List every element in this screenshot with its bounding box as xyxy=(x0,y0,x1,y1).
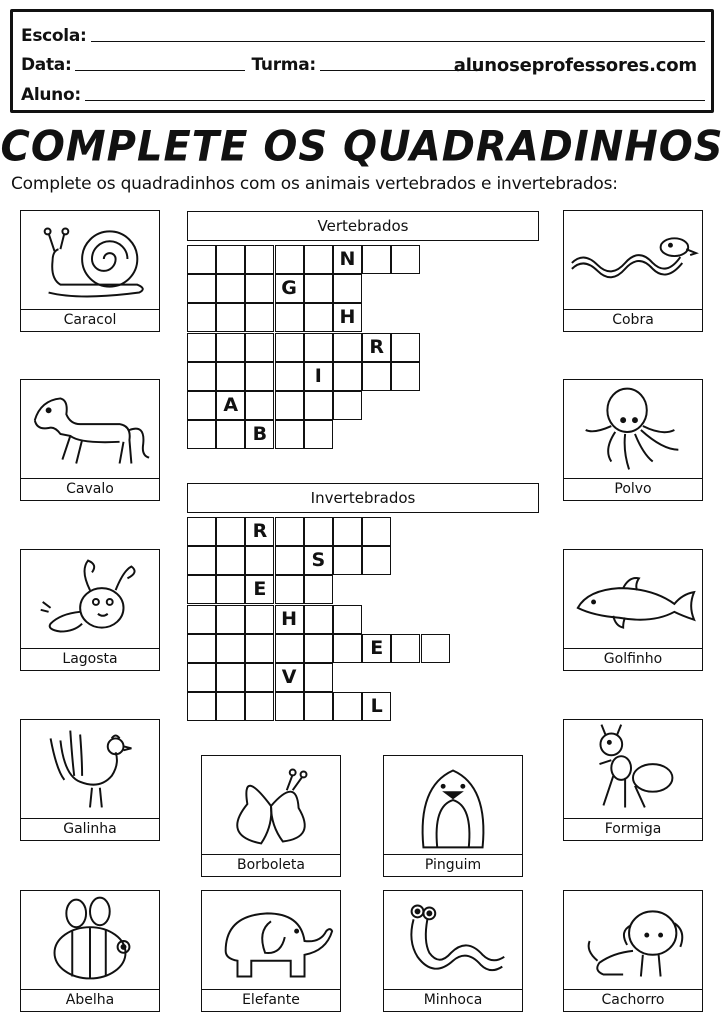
vertebrados-letter-cell[interactable]: G xyxy=(275,274,304,303)
card-label: Cobra xyxy=(564,309,702,331)
invertebrados-empty-cell[interactable] xyxy=(304,634,333,663)
card-label: Caracol xyxy=(21,309,159,331)
snail-icon xyxy=(21,211,159,310)
vertebrados-empty-cell[interactable] xyxy=(187,245,216,274)
invertebrados-empty-cell[interactable] xyxy=(245,692,274,721)
card-galinha xyxy=(20,719,160,841)
penguin-icon xyxy=(384,756,522,855)
invertebrados-empty-cell[interactable] xyxy=(216,575,245,604)
card-label: Abelha xyxy=(21,989,159,1011)
vertebrados-letter-cell[interactable]: N xyxy=(333,245,362,274)
vertebrados-empty-cell[interactable] xyxy=(333,391,362,420)
chicken-icon xyxy=(21,720,159,819)
vertebrados-empty-cell[interactable] xyxy=(304,274,333,303)
vertebrados-empty-cell[interactable] xyxy=(216,245,245,274)
elephant-icon xyxy=(202,891,340,990)
invertebrados-empty-cell[interactable] xyxy=(362,517,391,546)
card-minhoca xyxy=(383,890,523,1012)
vertebrados-empty-cell[interactable] xyxy=(187,333,216,362)
invertebrados-empty-cell[interactable] xyxy=(275,692,304,721)
card-cavalo xyxy=(20,379,160,501)
vertebrados-empty-cell[interactable] xyxy=(275,303,304,332)
invertebrados-empty-cell[interactable] xyxy=(275,517,304,546)
invertebrados-empty-cell[interactable] xyxy=(245,634,274,663)
card-borboleta xyxy=(201,755,341,877)
invertebrados-empty-cell[interactable] xyxy=(275,634,304,663)
invertebrados-letter-cell[interactable]: L xyxy=(362,692,391,721)
invertebrados-empty-cell[interactable] xyxy=(245,546,274,575)
card-elefante xyxy=(201,890,341,1012)
vertebrados-empty-cell[interactable] xyxy=(391,333,420,362)
bee-icon xyxy=(21,891,159,990)
invertebrados-empty-cell[interactable] xyxy=(333,546,362,575)
invertebrados-empty-cell[interactable] xyxy=(391,634,420,663)
invertebrados-letter-cell[interactable]: E xyxy=(362,634,391,663)
card-cachorro xyxy=(563,890,703,1012)
card-label: Cavalo xyxy=(21,478,159,500)
dolphin-icon xyxy=(564,550,702,649)
butterfly-icon xyxy=(202,756,340,855)
escola-row xyxy=(21,24,705,46)
aluno-line[interactable] xyxy=(85,100,705,101)
vertebrados-empty-cell[interactable] xyxy=(304,420,333,449)
card-label: Golfinho xyxy=(564,648,702,670)
worm-icon xyxy=(384,891,522,990)
vertebrados-letter-cell[interactable]: I xyxy=(304,362,333,391)
vertebrados-empty-cell[interactable] xyxy=(245,362,274,391)
aluno-label: Aluno: xyxy=(21,85,81,105)
vertebrados-empty-cell[interactable] xyxy=(245,274,274,303)
invertebrados-empty-cell[interactable] xyxy=(187,663,216,692)
vertebrados-empty-cell[interactable] xyxy=(391,362,420,391)
vertebrados-empty-cell[interactable] xyxy=(304,303,333,332)
card-cobra xyxy=(563,210,703,332)
invertebrados-empty-cell[interactable] xyxy=(216,605,245,634)
vertebrados-letter-cell[interactable]: B xyxy=(245,420,274,449)
vertebrados-empty-cell[interactable] xyxy=(333,274,362,303)
invertebrados-empty-cell[interactable] xyxy=(333,605,362,634)
vertebrados-letter-cell[interactable]: A xyxy=(216,391,245,420)
page-title: COMPLETE OS QUADRADINHOS xyxy=(0,122,724,172)
vertebrados-empty-cell[interactable] xyxy=(216,362,245,391)
invertebrados-empty-cell[interactable] xyxy=(333,692,362,721)
invertebrados-empty-cell[interactable] xyxy=(304,605,333,634)
card-polvo xyxy=(563,379,703,501)
invertebrados-letter-cell[interactable]: R xyxy=(245,517,274,546)
instruction-text: Complete os quadradinhos com os animais vertebrados e invertebrados: xyxy=(11,174,618,194)
invertebrados-empty-cell[interactable] xyxy=(304,517,333,546)
vertebrados-empty-cell[interactable] xyxy=(216,274,245,303)
vertebrados-empty-cell[interactable] xyxy=(187,303,216,332)
snake-icon xyxy=(564,211,702,310)
card-label: Formiga xyxy=(564,818,702,840)
vertebrados-empty-cell[interactable] xyxy=(275,420,304,449)
vertebrados-empty-cell[interactable] xyxy=(187,391,216,420)
card-label: Lagosta xyxy=(21,648,159,670)
ant-icon xyxy=(564,720,702,819)
vertebrados-empty-cell[interactable] xyxy=(391,245,420,274)
octopus-icon xyxy=(564,380,702,479)
vertebrados-empty-cell[interactable] xyxy=(333,362,362,391)
vertebrados-empty-cell[interactable] xyxy=(245,303,274,332)
vertebrados-header: Vertebrados xyxy=(187,211,539,241)
invertebrados-empty-cell[interactable] xyxy=(304,575,333,604)
invertebrados-empty-cell[interactable] xyxy=(216,517,245,546)
invertebrados-letter-cell[interactable]: S xyxy=(304,546,333,575)
vertebrados-empty-cell[interactable] xyxy=(304,333,333,362)
invertebrados-empty-cell[interactable] xyxy=(187,634,216,663)
card-label: Polvo xyxy=(564,478,702,500)
invertebrados-empty-cell[interactable] xyxy=(216,692,245,721)
invertebrados-letter-cell[interactable]: V xyxy=(275,663,304,692)
invertebrados-empty-cell[interactable] xyxy=(275,575,304,604)
card-label: Elefante xyxy=(202,989,340,1011)
card-label: Pinguim xyxy=(384,854,522,876)
data-turma-row xyxy=(21,53,481,75)
card-label: Galinha xyxy=(21,818,159,840)
vertebrados-empty-cell[interactable] xyxy=(187,362,216,391)
invertebrados-empty-cell[interactable] xyxy=(216,663,245,692)
turma-label: Turma: xyxy=(251,55,316,75)
vertebrados-empty-cell[interactable] xyxy=(275,391,304,420)
card-golfinho xyxy=(563,549,703,671)
lobster-icon xyxy=(21,550,159,649)
invertebrados-empty-cell[interactable] xyxy=(187,517,216,546)
vertebrados-empty-cell[interactable] xyxy=(187,274,216,303)
card-abelha xyxy=(20,890,160,1012)
data-line[interactable] xyxy=(75,70,245,71)
card-formiga xyxy=(563,719,703,841)
invertebrados-letter-cell[interactable]: H xyxy=(275,605,304,634)
vertebrados-empty-cell[interactable] xyxy=(275,333,304,362)
vertebrados-empty-cell[interactable] xyxy=(275,362,304,391)
vertebrados-empty-cell[interactable] xyxy=(245,245,274,274)
invertebrados-empty-cell[interactable] xyxy=(304,663,333,692)
invertebrados-empty-cell[interactable] xyxy=(421,634,450,663)
vertebrados-empty-cell[interactable] xyxy=(216,303,245,332)
vertebrados-empty-cell[interactable] xyxy=(333,333,362,362)
dog-icon xyxy=(564,891,702,990)
vertebrados-letter-cell[interactable]: H xyxy=(333,303,362,332)
card-label: Borboleta xyxy=(202,854,340,876)
invertebrados-empty-cell[interactable] xyxy=(304,692,333,721)
vertebrados-empty-cell[interactable] xyxy=(275,245,304,274)
vertebrados-empty-cell[interactable] xyxy=(216,333,245,362)
card-label: Minhoca xyxy=(384,989,522,1011)
data-label: Data: xyxy=(21,55,72,75)
invertebrados-empty-cell[interactable] xyxy=(187,575,216,604)
invertebrados-empty-cell[interactable] xyxy=(245,663,274,692)
aluno-row xyxy=(21,83,705,105)
invertebrados-empty-cell[interactable] xyxy=(333,634,362,663)
vertebrados-empty-cell[interactable] xyxy=(362,245,391,274)
vertebrados-letter-cell[interactable]: R xyxy=(362,333,391,362)
card-caracol xyxy=(20,210,160,332)
invertebrados-empty-cell[interactable] xyxy=(245,605,274,634)
vertebrados-empty-cell[interactable] xyxy=(245,391,274,420)
invertebrados-empty-cell[interactable] xyxy=(187,692,216,721)
vertebrados-empty-cell[interactable] xyxy=(304,245,333,274)
vertebrados-empty-cell[interactable] xyxy=(216,420,245,449)
card-lagosta xyxy=(20,549,160,671)
escola-label: Escola: xyxy=(21,26,87,46)
card-label: Cachorro xyxy=(564,989,702,1011)
invertebrados-letter-cell[interactable]: E xyxy=(245,575,274,604)
invertebrados-empty-cell[interactable] xyxy=(333,517,362,546)
invertebrados-empty-cell[interactable] xyxy=(187,546,216,575)
vertebrados-empty-cell[interactable] xyxy=(245,333,274,362)
invertebrados-empty-cell[interactable] xyxy=(216,546,245,575)
vertebrados-empty-cell[interactable] xyxy=(304,391,333,420)
site-name: alunoseprofessores.com xyxy=(453,55,697,76)
horse-icon xyxy=(21,380,159,479)
invertebrados-empty-cell[interactable] xyxy=(275,546,304,575)
card-pinguim xyxy=(383,755,523,877)
header-box xyxy=(10,9,714,113)
invertebrados-empty-cell[interactable] xyxy=(187,605,216,634)
vertebrados-empty-cell[interactable] xyxy=(187,420,216,449)
invertebrados-empty-cell[interactable] xyxy=(216,634,245,663)
vertebrados-empty-cell[interactable] xyxy=(362,362,391,391)
invertebrados-empty-cell[interactable] xyxy=(362,546,391,575)
escola-line[interactable] xyxy=(91,41,706,42)
invertebrados-header: Invertebrados xyxy=(187,483,539,513)
